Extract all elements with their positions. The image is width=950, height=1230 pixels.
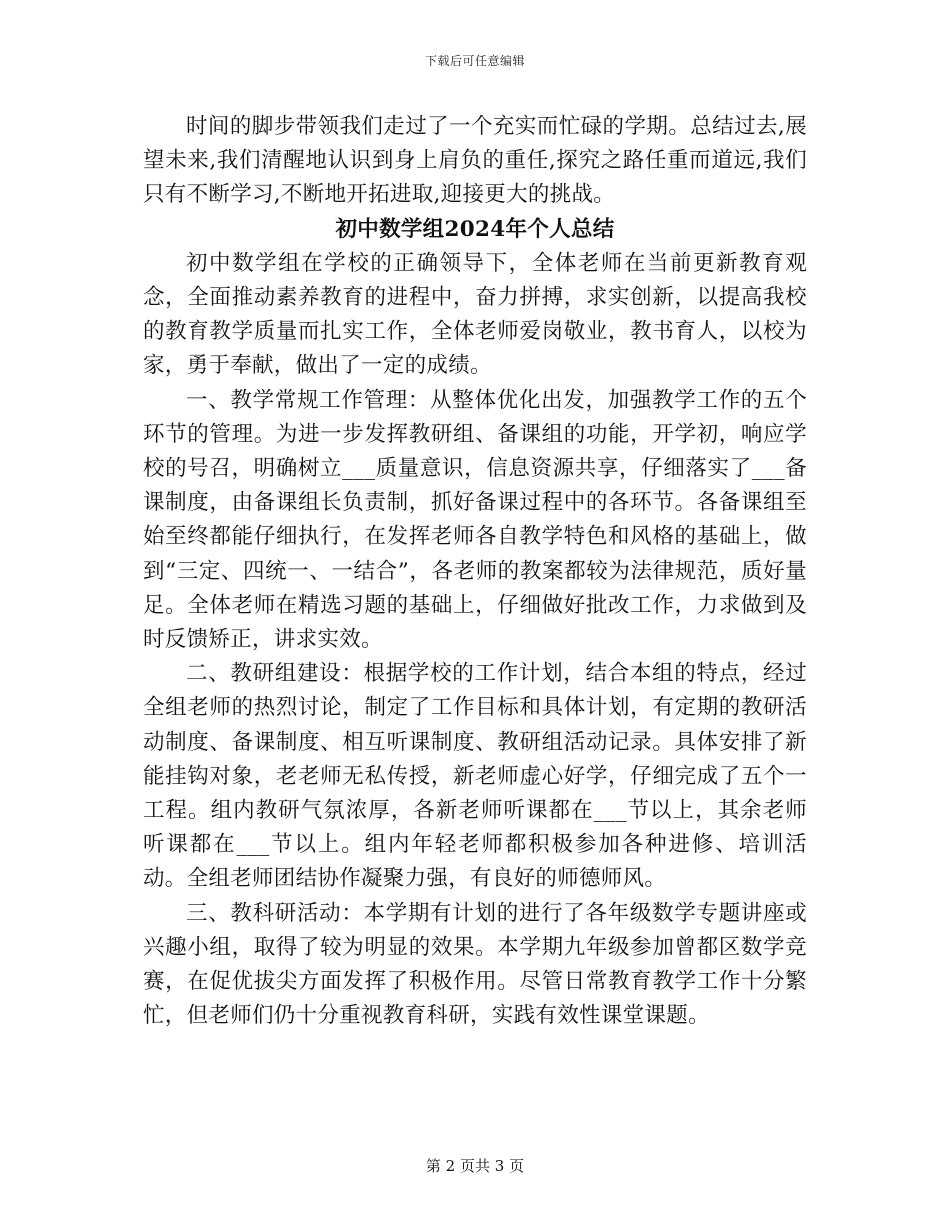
teaching-routine-paragraph: 一、教学常规工作管理：从整体优化出发，加强教学工作的五个环节的管理。为进一步发挥教研组、备课组的功能，开学初，响应学校的号召，明确树立___质量意识，信息资源共享，仔细落实了___备课制度，由备课组长负责制，抓好备课过程中的各环节。各备课组至始至终都能仔细执行，在发挥老师各自教学特色和风格的基础上，做到“三定、四统一、一结合”，各老师的教案都较为法律规范，质好量足。全体老师在精选习题的基础上，仔细做好批改工作，力求做到及时反馈矫正，讲求实效。 <box>143 387 807 653</box>
summary-paragraph: 初中数学组在学校的正确领导下，全体老师在当前更新教育观念，全面推动素养教育的进程中，奋力拼搏，求实创新，以提高我校的教育教学质量而扎实工作，全体老师爱岗敬业，教书育人，以校为家，勇于奉献，做出了一定的成绩。 <box>143 250 807 379</box>
research-activity-paragraph: 三、教科研活动：本学期有计划的进行了各年级数学专题讲座或兴趣小组，取得了较为明显的效果。本学期九年级参加曾都区数学竞赛，在促优拔尖方面发挥了积极作用。尽管日常教育教学工作十分繁忙，但老师们仍十分重视教育科研，实践有效性课堂课题。 <box>143 900 807 1029</box>
document-title: 初中数学组2024年个人总结 <box>335 216 615 242</box>
intro-paragraph: 时间的脚步带领我们走过了一个充实而忙碌的学期。总结过去,展望未来,我们清醒地认识到身上肩负的重任,探究之路任重而道远,我们只有不断学习,不断地开拓进取,迎接更大的挑战。 <box>143 114 807 208</box>
document-body <box>143 110 807 1033</box>
page-number: 第 2 页共 3 页 <box>425 1157 525 1175</box>
header-note: 下载后可任意编辑 <box>424 54 525 68</box>
research-group-paragraph: 二、教研组建设：根据学校的工作计划，结合本组的特点，经过全组老师的热烈讨论，制定了工作目标和具体计划，有定期的教研活动制度、备课制度、相互听课制度、教研组活动记录。具体安排了新能挂钩对象，老老师无私传授，新老师虚心好学，仔细完成了五个一工程。组内教研气氛浓厚，各新老师听课都在___节以上，其余老师听课都在___节以上。组内年轻老师都积极参加各种进修、培训活动。全组老师团结协作凝聚力强，有良好的师德师风。 <box>143 661 807 892</box>
